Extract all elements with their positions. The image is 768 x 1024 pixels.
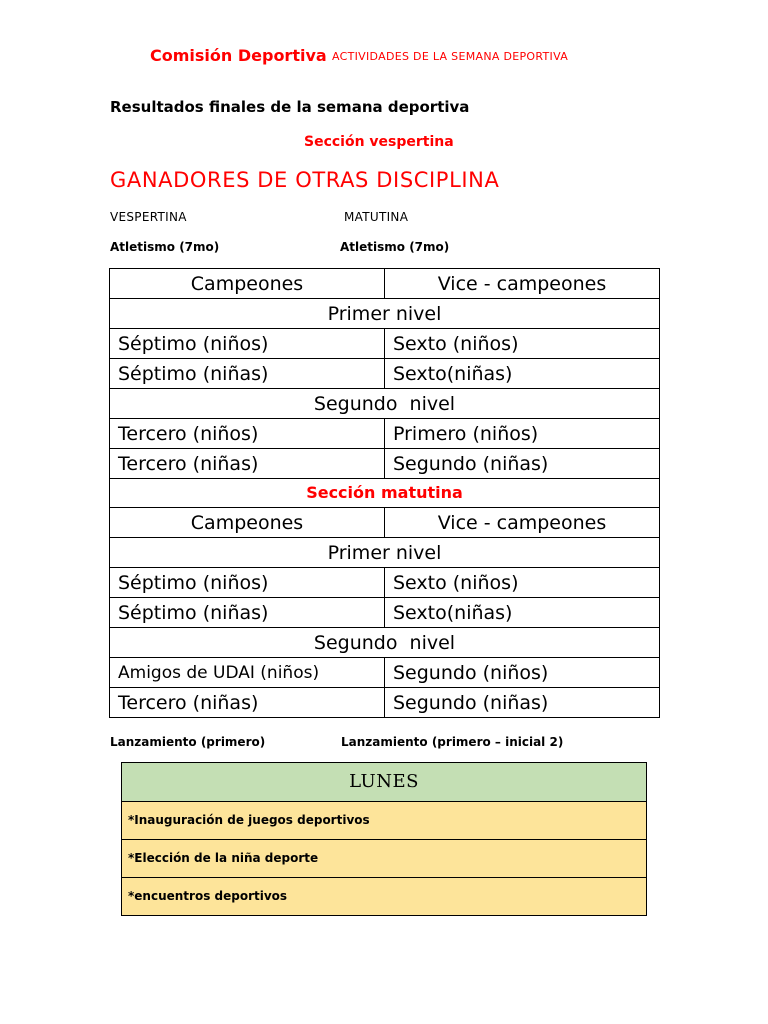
table-cell: Séptimo (niños) [110,329,385,359]
header-subtitle: ACTIVIDADES DE LA SEMANA DEPORTIVA [332,50,569,63]
table-row [110,419,660,449]
table-row [110,479,660,508]
schedule-item: *encuentros deportivos [122,878,646,915]
results-table [109,268,660,718]
schedule-item: *Elección de la niña deporte [122,840,646,878]
table-cell: Sexto(niñas) [385,359,660,389]
table-cell: Segundo (niñas) [385,449,660,479]
table-row [110,389,660,419]
table-cell: Amigos de UDAI (niños) [110,658,385,688]
table-row [110,449,660,479]
table-cell: Sexto (niños) [385,329,660,359]
header-cell-champions: Campeones [110,508,385,538]
table-row [110,359,660,389]
label-atletismo-right: Atletismo (7mo) [340,240,450,254]
table-cell: Primero (niños) [385,419,660,449]
section-vespertina-heading: Sección vespertina [304,134,454,150]
table-row [110,299,660,329]
footer-left-note: Lanzamiento (primero) [110,735,266,749]
table-row [110,688,660,718]
table-cell: Tercero (niñas) [110,449,385,479]
lunes-heading: LUNES [122,763,646,802]
section-matutina-heading: Sección matutina [110,479,660,508]
table-cell: Sexto(niñas) [385,598,660,628]
table-row [110,329,660,359]
schedule-item: *Inauguración de juegos deportivos [122,802,646,840]
table-row [110,568,660,598]
header-cell-runners-up: Vice - campeones [385,508,660,538]
table-cell: Tercero (niñas) [110,688,385,718]
table-row [110,598,660,628]
org-title: Comisión Deportiva [150,46,327,65]
level-heading: Segundo nivel [110,389,660,419]
level-heading: Primer nivel [110,538,660,568]
header-cell-champions: Campeones [110,269,385,299]
table-cell: Tercero (niños) [110,419,385,449]
table-cell: Segundo (niños) [385,658,660,688]
table-row [110,628,660,658]
lunes-schedule-table [121,762,647,916]
table-row [110,658,660,688]
winners-title: GANADORES DE OTRAS DISCIPLINA [110,168,500,192]
label-vespertina: VESPERTINA [110,210,187,224]
table-cell: Séptimo (niñas) [110,598,385,628]
table-cell: Séptimo (niños) [110,568,385,598]
results-title: Resultados finales de la semana deportiva [110,98,470,116]
label-atletismo-left: Atletismo (7mo) [110,240,220,254]
footer-right-note: Lanzamiento (primero – inicial 2) [341,735,564,749]
table-cell: Sexto (niños) [385,568,660,598]
level-heading: Primer nivel [110,299,660,329]
table-row [110,538,660,568]
table-cell: Séptimo (niñas) [110,359,385,389]
table-cell: Segundo (niñas) [385,688,660,718]
header-cell-runners-up: Vice - campeones [385,269,660,299]
level-heading: Segundo nivel [110,628,660,658]
table-row [110,269,660,299]
table-row [110,508,660,538]
label-matutina: MATUTINA [344,210,409,224]
